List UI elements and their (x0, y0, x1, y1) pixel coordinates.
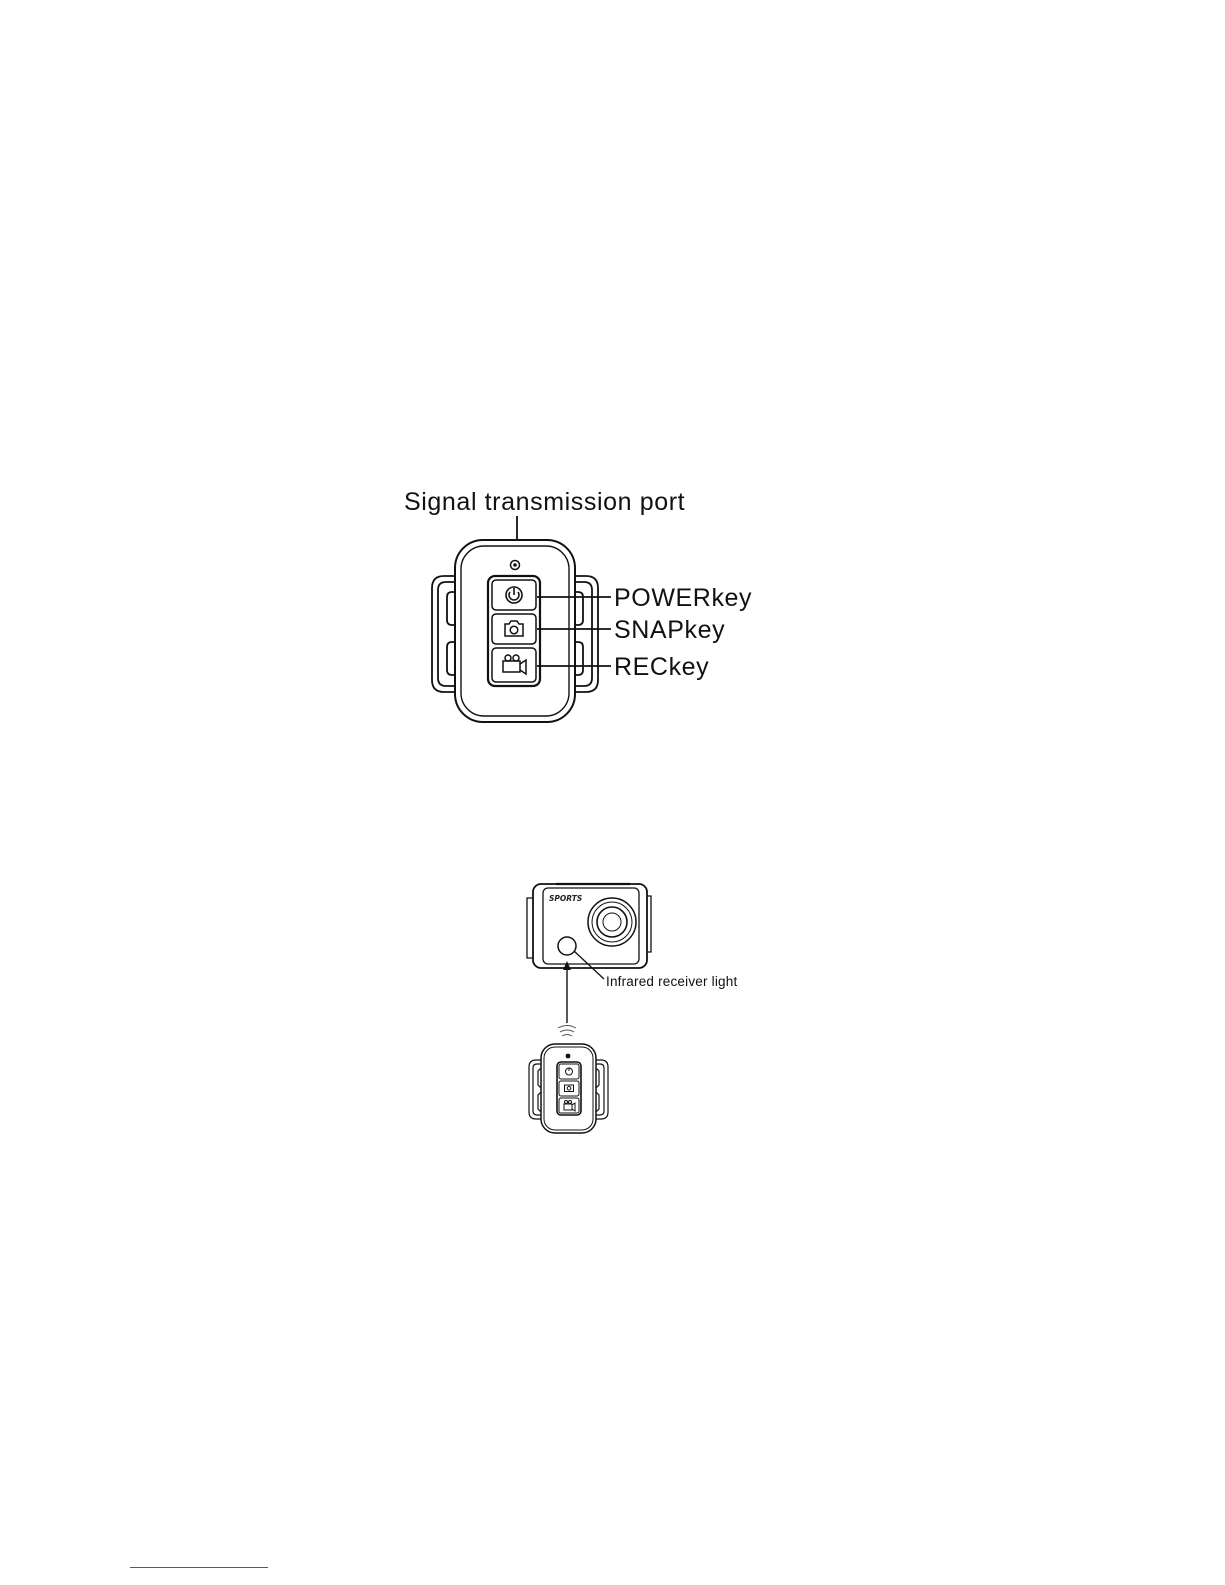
power-key-label: POWERkey (614, 584, 753, 612)
infrared-signal-icon (558, 1026, 576, 1037)
rec-key[interactable] (492, 648, 536, 682)
infrared-receiver-light (558, 937, 576, 955)
snap-key[interactable] (492, 614, 536, 644)
power-icon (506, 587, 522, 603)
snap-key-label: SNAPkey (614, 616, 726, 644)
remote-control-diagram (404, 488, 752, 722)
small-remote (529, 1044, 608, 1133)
camera-brand-label: SPORTS (549, 894, 583, 903)
sports-camera (527, 884, 651, 968)
infrared-receiver-label: Infrared receiver light (606, 974, 738, 989)
signal-port-label: Signal transmission port (404, 488, 686, 516)
camera-remote-diagram (527, 884, 737, 1133)
rec-key-label: RECkey (614, 653, 710, 681)
footer-rule (130, 1567, 268, 1568)
